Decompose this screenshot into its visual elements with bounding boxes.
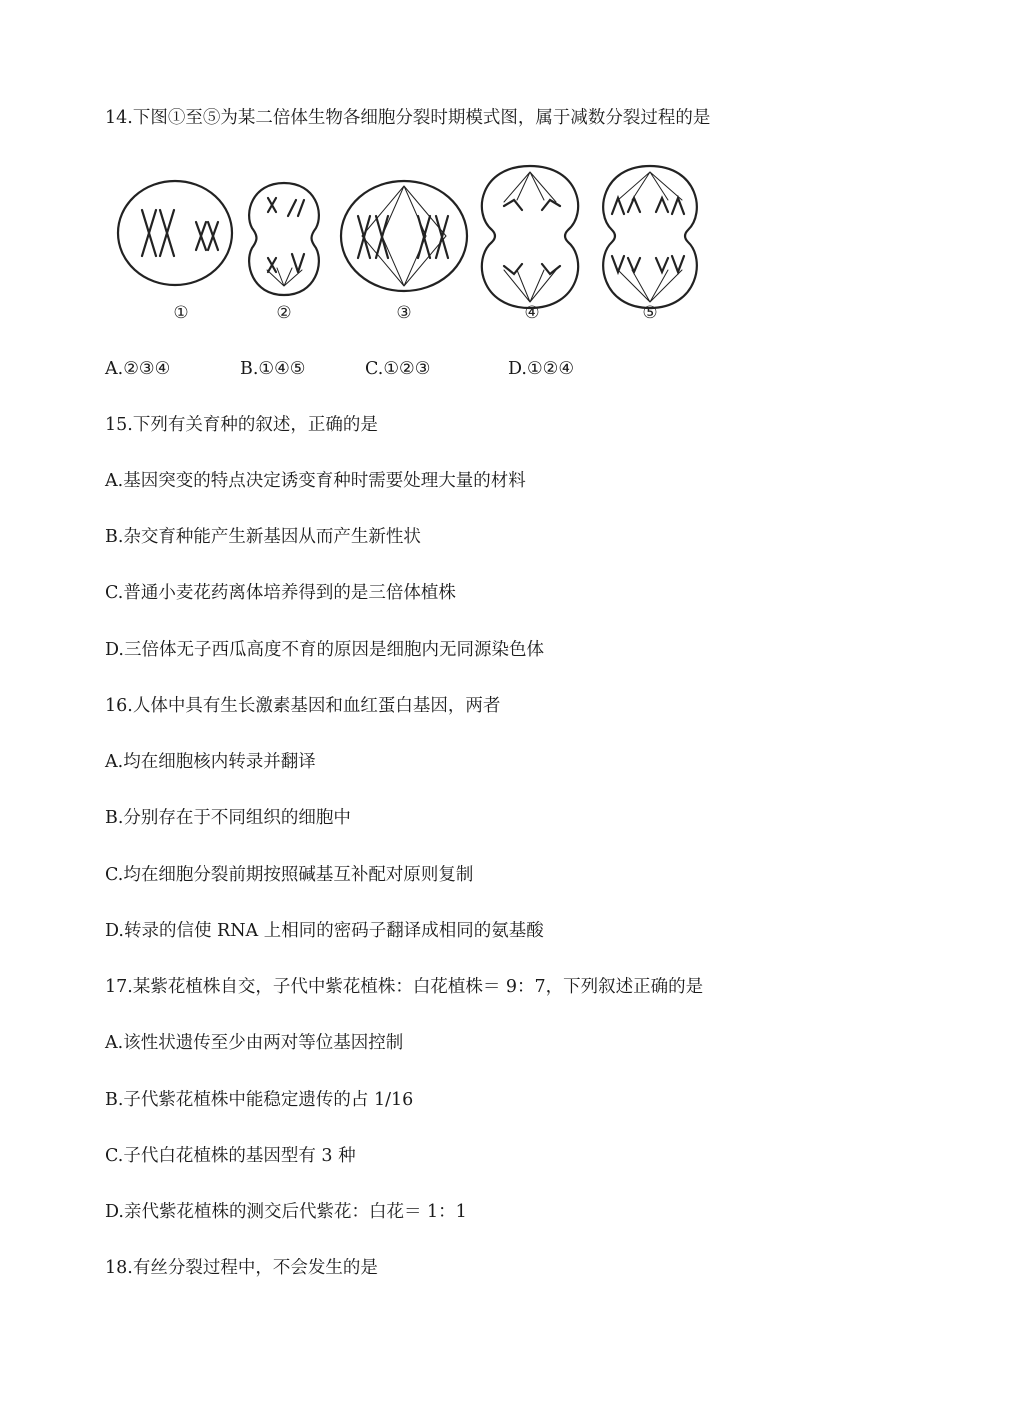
figure-label-5: ⑤ — [642, 303, 658, 323]
option-17-a: A.该性状遗传至少由两对等位基因控制 — [105, 1033, 404, 1053]
cell-division-figure — [112, 158, 722, 330]
option-14-b: B.①④⑤ — [240, 359, 306, 379]
option-15-a: A.基因突变的特点决定诱变育种时需要处理大量的材料 — [105, 471, 526, 491]
question-17-stem: 17.某紫花植株自交，子代中紫花植株：白花植株＝ 9：7，下列叙述正确的是 — [105, 977, 704, 997]
cell-1-diagram — [118, 181, 232, 285]
option-16-c: C.均在细胞分裂前期按照碱基互补配对原则复制 — [105, 865, 474, 885]
option-17-b: B.子代紫花植株中能稳定遗传的占 1/16 — [105, 1090, 414, 1110]
question-16-stem: 16.人体中具有生长激素基因和血红蛋白基因，两者 — [105, 696, 501, 716]
option-17-c: C.子代白花植株的基因型有 3 种 — [105, 1146, 356, 1166]
cell-5-diagram — [603, 166, 697, 308]
cell-4-diagram — [482, 166, 578, 308]
option-14-d: D.①②④ — [508, 359, 575, 379]
question-18-stem: 18.有丝分裂过程中，不会发生的是 — [105, 1258, 378, 1278]
option-17-d: D.亲代紫花植株的测交后代紫花：白花＝ 1：1 — [105, 1202, 467, 1222]
option-16-b: B.分别存在于不同组织的细胞中 — [105, 808, 351, 828]
option-15-b: B.杂交育种能产生新基因从而产生新性状 — [105, 527, 421, 547]
question-14-options — [0, 357, 1024, 381]
figure-label-1: ① — [173, 303, 189, 323]
option-14-c: C.①②③ — [365, 359, 431, 379]
option-15-c: C.普通小麦花药离体培养得到的是三倍体植株 — [105, 583, 456, 603]
question-14-stem: 14.下图①至⑤为某二倍体生物各细胞分裂时期模式图，属于减数分裂过程的是 — [105, 108, 711, 128]
figure-label-3: ③ — [396, 303, 412, 323]
option-15-d: D.三倍体无子西瓜高度不育的原因是细胞内无同源染色体 — [105, 640, 544, 660]
option-14-a: A.②③④ — [105, 359, 171, 379]
cell-2-diagram — [249, 183, 319, 295]
question-15-stem: 15.下列有关育种的叙述，正确的是 — [105, 415, 378, 435]
option-16-a: A.均在细胞核内转录并翻译 — [105, 752, 316, 772]
figure-label-4: ④ — [524, 303, 540, 323]
cell-3-diagram — [341, 181, 467, 291]
figure-label-2: ② — [276, 303, 292, 323]
option-16-d: D.转录的信使 RNA 上相同的密码子翻译成相同的氨基酸 — [105, 921, 544, 941]
